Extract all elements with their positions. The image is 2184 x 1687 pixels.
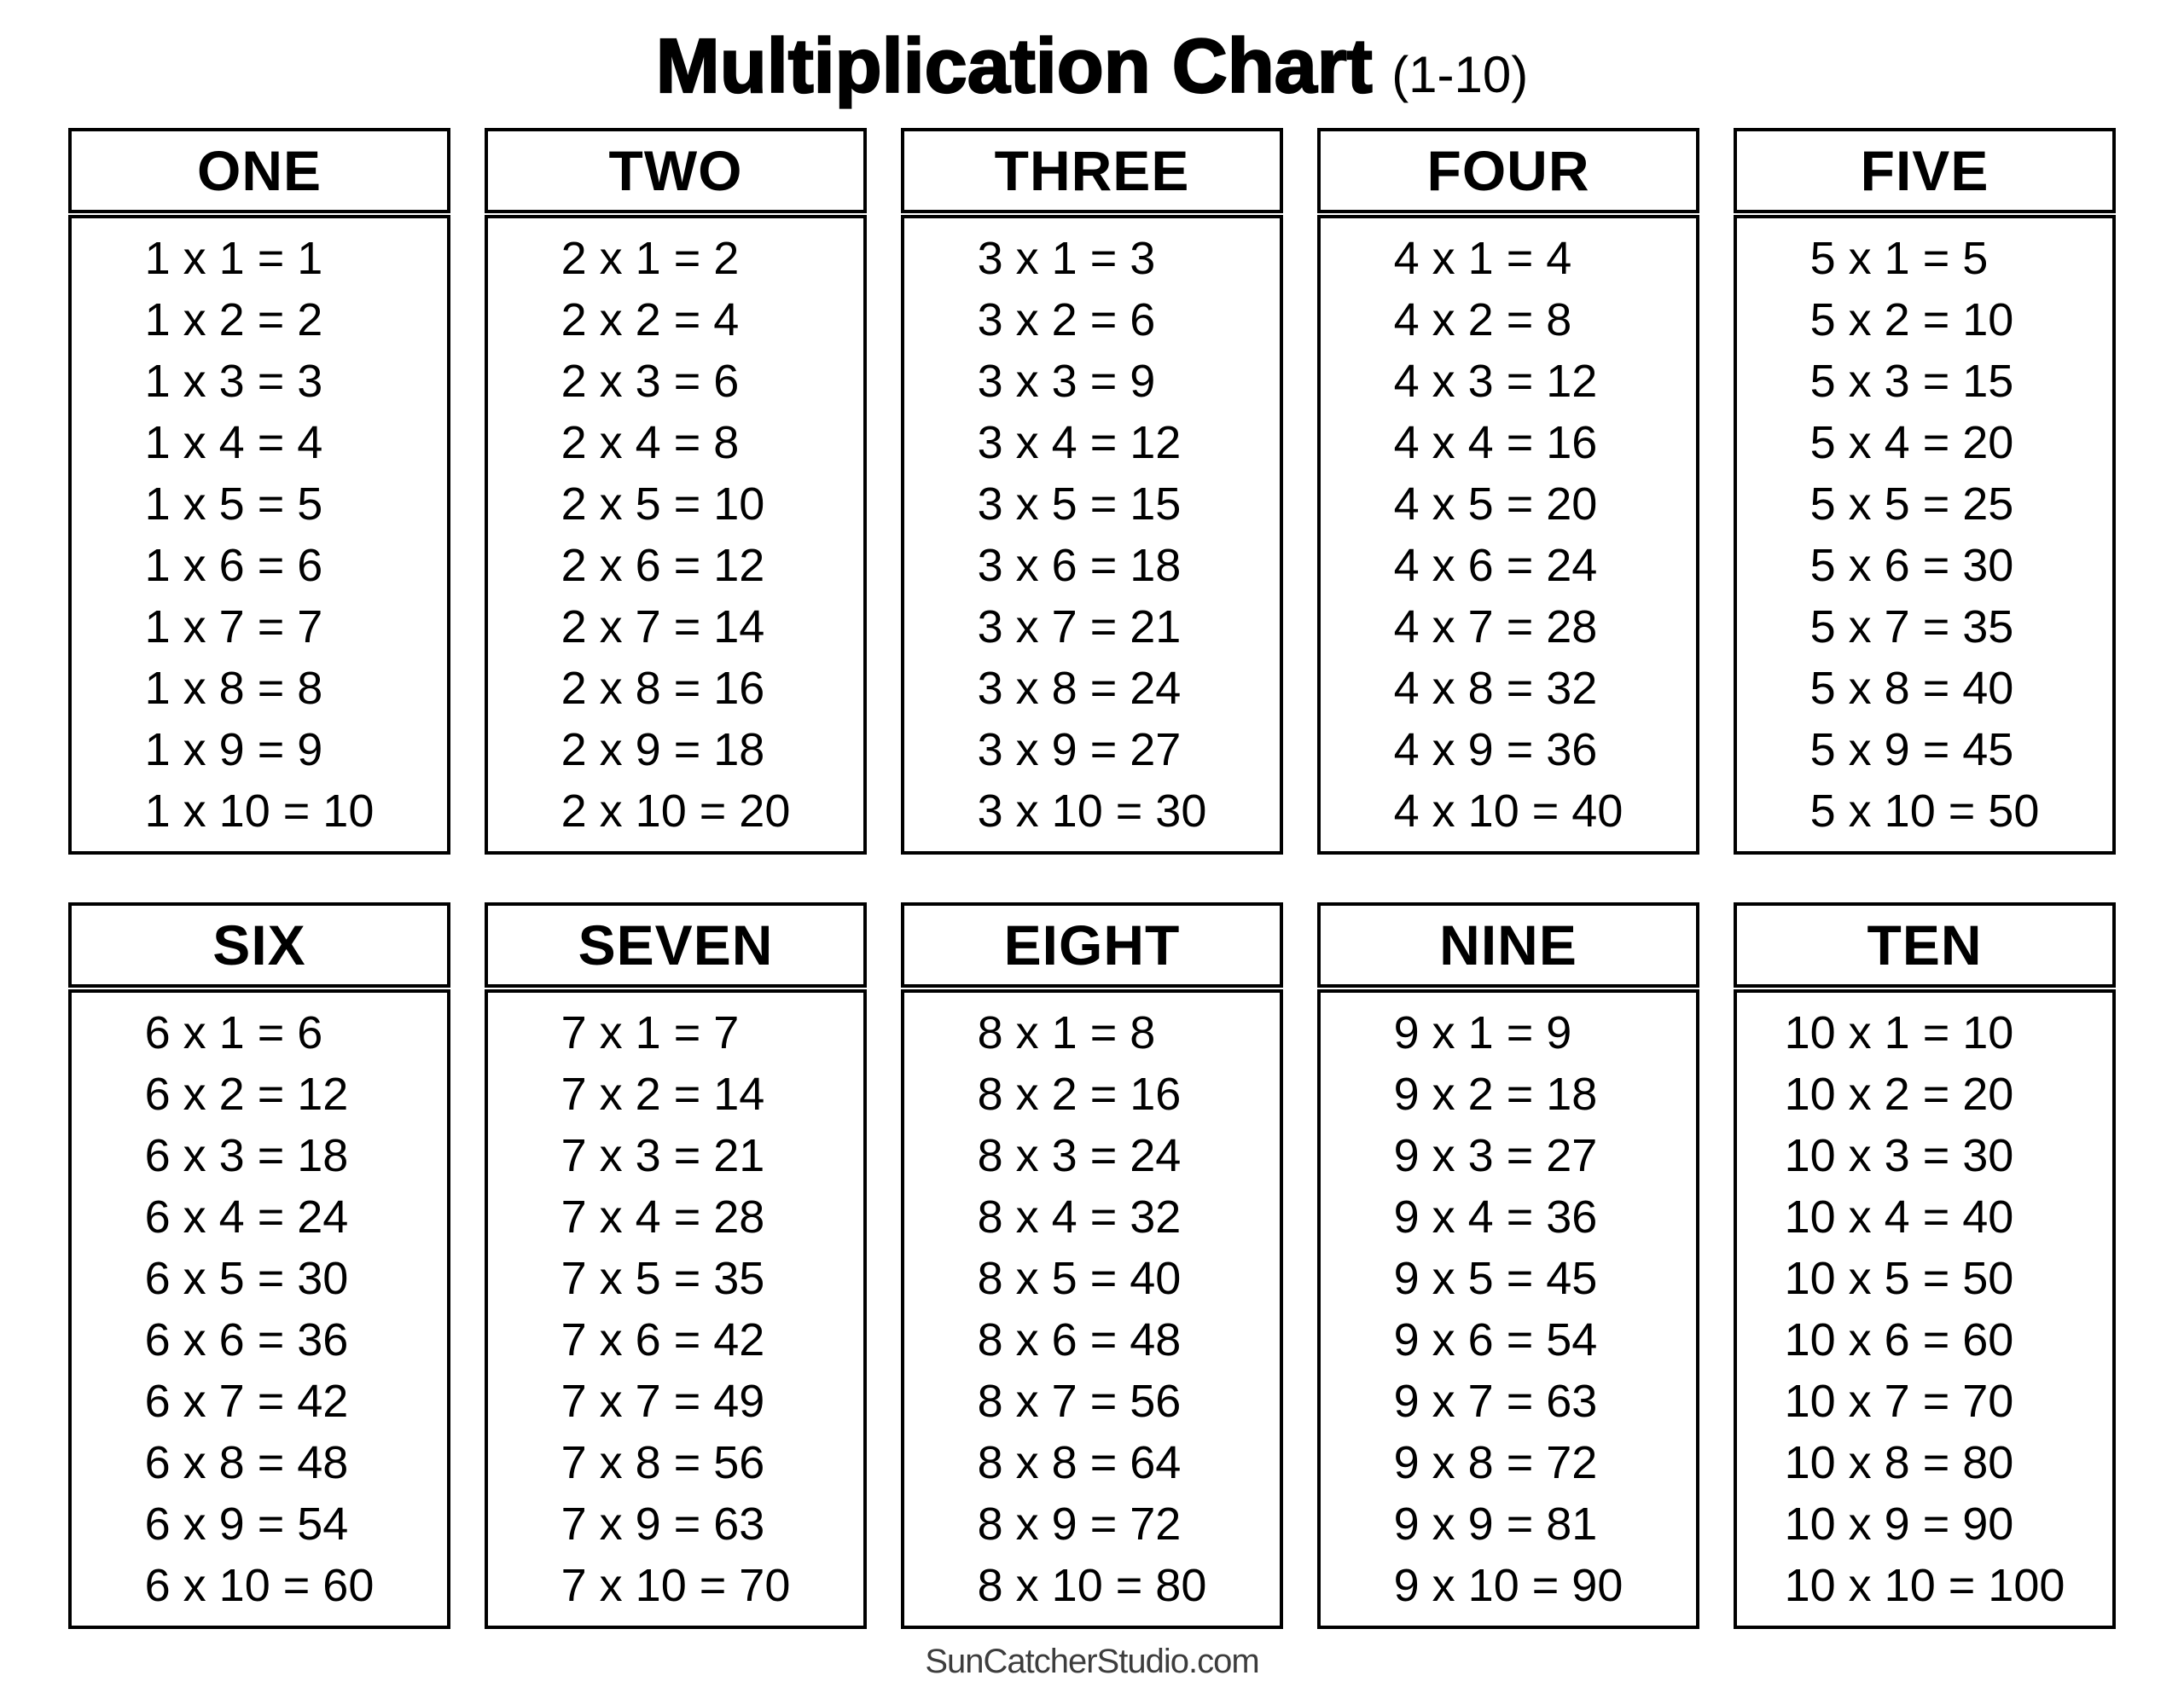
multiplication-fact: 10 x 10 = 100 — [1784, 1560, 2065, 1611]
times-table-panel-seven — [485, 902, 867, 1629]
times-table-facts — [1810, 218, 2040, 851]
times-table-panel-ten — [1734, 902, 2116, 1629]
multiplication-fact: 9 x 5 = 45 — [1393, 1253, 1598, 1304]
multiplication-fact: 5 x 4 = 20 — [1809, 417, 2014, 468]
multiplication-fact: 9 x 3 = 27 — [1393, 1130, 1598, 1181]
multiplication-fact: 4 x 1 = 4 — [1393, 233, 1572, 284]
page-title — [0, 0, 2184, 128]
times-table-panel-one — [68, 128, 450, 855]
multiplication-fact: 4 x 3 = 12 — [1393, 356, 1598, 407]
multiplication-fact: 10 x 4 = 40 — [1784, 1191, 2014, 1243]
multiplication-fact: 6 x 2 = 12 — [144, 1069, 349, 1120]
multiplication-fact: 1 x 4 = 4 — [144, 417, 323, 468]
multiplication-fact: 5 x 7 = 35 — [1809, 601, 2014, 652]
multiplication-fact: 7 x 1 = 7 — [561, 1007, 740, 1058]
times-table-facts — [561, 218, 791, 851]
times-table-body — [1317, 215, 1699, 855]
multiplication-fact: 9 x 2 = 18 — [1393, 1069, 1598, 1120]
multiplication-fact: 1 x 9 = 9 — [144, 724, 323, 775]
multiplication-fact: 2 x 3 = 6 — [561, 356, 740, 407]
times-table-facts — [978, 218, 1207, 851]
times-table-body — [901, 989, 1283, 1629]
times-table-facts — [561, 993, 791, 1626]
multiplication-fact: 3 x 2 = 6 — [977, 294, 1156, 345]
multiplication-fact: 1 x 2 = 2 — [144, 294, 323, 345]
multiplication-fact: 6 x 1 = 6 — [144, 1007, 323, 1058]
times-table-title: FIVE — [1860, 139, 1989, 202]
multiplication-fact: 10 x 7 = 70 — [1784, 1376, 2014, 1427]
multiplication-fact: 8 x 7 = 56 — [977, 1376, 1182, 1427]
multiplication-fact: 6 x 7 = 42 — [144, 1376, 349, 1427]
multiplication-fact: 9 x 8 = 72 — [1393, 1437, 1598, 1488]
times-table-body — [901, 215, 1283, 855]
multiplication-fact: 9 x 6 = 54 — [1393, 1314, 1598, 1365]
multiplication-fact: 7 x 8 = 56 — [561, 1437, 765, 1488]
times-table-facts — [1785, 993, 2065, 1626]
multiplication-fact: 4 x 6 = 24 — [1393, 540, 1598, 591]
multiplication-fact: 10 x 1 = 10 — [1784, 1007, 2014, 1058]
multiplication-fact: 3 x 10 = 30 — [977, 786, 1207, 837]
times-table-title: TWO — [608, 139, 743, 202]
multiplication-fact: 2 x 5 = 10 — [561, 478, 765, 530]
multiplication-fact: 3 x 9 = 27 — [977, 724, 1182, 775]
page-title-range: (1-10) — [1391, 46, 1529, 103]
multiplication-fact: 5 x 6 = 30 — [1809, 540, 2014, 591]
multiplication-fact: 1 x 1 = 1 — [144, 233, 323, 284]
multiplication-fact: 9 x 9 = 81 — [1393, 1499, 1598, 1550]
times-table-title: FOUR — [1426, 139, 1590, 202]
times-tables-grid — [0, 128, 2184, 1629]
multiplication-fact: 10 x 9 = 90 — [1784, 1499, 2014, 1550]
times-table-header — [68, 902, 450, 988]
multiplication-fact: 7 x 4 = 28 — [561, 1191, 765, 1243]
multiplication-fact: 5 x 1 = 5 — [1809, 233, 1989, 284]
multiplication-fact: 6 x 10 = 60 — [144, 1560, 375, 1611]
page-title-main: Multiplication Chart — [655, 24, 1373, 109]
times-table-panel-five — [1734, 128, 2116, 855]
times-table-facts — [1394, 218, 1623, 851]
multiplication-fact: 1 x 7 = 7 — [144, 601, 323, 652]
multiplication-fact: 3 x 3 = 9 — [977, 356, 1156, 407]
multiplication-fact: 2 x 8 = 16 — [561, 663, 765, 714]
multiplication-fact: 2 x 10 = 20 — [561, 786, 791, 837]
times-table-body — [68, 989, 450, 1629]
times-table-panel-four — [1317, 128, 1699, 855]
times-table-title: NINE — [1439, 913, 1577, 977]
times-table-panel-two — [485, 128, 867, 855]
multiplication-fact: 3 x 4 = 12 — [977, 417, 1182, 468]
multiplication-fact: 4 x 8 = 32 — [1393, 663, 1598, 714]
multiplication-fact: 4 x 4 = 16 — [1393, 417, 1598, 468]
times-table-body — [485, 215, 867, 855]
times-table-panel-six — [68, 902, 450, 1629]
multiplication-fact: 2 x 4 = 8 — [561, 417, 740, 468]
multiplication-fact: 7 x 6 = 42 — [561, 1314, 765, 1365]
multiplication-fact: 8 x 8 = 64 — [977, 1437, 1182, 1488]
times-table-facts — [145, 993, 375, 1626]
multiplication-fact: 6 x 5 = 30 — [144, 1253, 349, 1304]
multiplication-fact: 5 x 3 = 15 — [1809, 356, 2014, 407]
multiplication-fact: 4 x 2 = 8 — [1393, 294, 1572, 345]
multiplication-fact: 1 x 10 = 10 — [144, 786, 375, 837]
multiplication-fact: 7 x 3 = 21 — [561, 1130, 765, 1181]
times-table-body — [485, 989, 867, 1629]
multiplication-fact: 3 x 7 = 21 — [977, 601, 1182, 652]
multiplication-fact: 9 x 1 = 9 — [1393, 1007, 1572, 1058]
multiplication-fact: 10 x 3 = 30 — [1784, 1130, 2014, 1181]
multiplication-fact: 8 x 2 = 16 — [977, 1069, 1182, 1120]
times-table-header — [1317, 128, 1699, 213]
times-table-header — [1317, 902, 1699, 988]
times-table-header — [485, 128, 867, 213]
times-table-panel-three — [901, 128, 1283, 855]
multiplication-fact: 10 x 6 = 60 — [1784, 1314, 2014, 1365]
times-table-panel-nine — [1317, 902, 1699, 1629]
multiplication-fact: 6 x 9 = 54 — [144, 1499, 349, 1550]
times-table-body — [1317, 989, 1699, 1629]
times-table-facts — [1394, 993, 1623, 1626]
multiplication-fact: 8 x 10 = 80 — [977, 1560, 1207, 1611]
multiplication-fact: 1 x 3 = 3 — [144, 356, 323, 407]
times-table-body — [1734, 989, 2116, 1629]
times-table-title: EIGHT — [1003, 913, 1181, 977]
times-table-header — [1734, 902, 2116, 988]
times-table-panel-eight — [901, 902, 1283, 1629]
multiplication-fact: 3 x 1 = 3 — [977, 233, 1156, 284]
multiplication-fact: 10 x 2 = 20 — [1784, 1069, 2014, 1120]
times-table-body — [1734, 215, 2116, 855]
multiplication-fact: 8 x 9 = 72 — [977, 1499, 1182, 1550]
multiplication-fact: 10 x 5 = 50 — [1784, 1253, 2014, 1304]
multiplication-fact: 1 x 8 = 8 — [144, 663, 323, 714]
times-table-header — [68, 128, 450, 213]
multiplication-fact: 4 x 5 = 20 — [1393, 478, 1598, 530]
multiplication-fact: 3 x 6 = 18 — [977, 540, 1182, 591]
multiplication-fact: 8 x 1 = 8 — [977, 1007, 1156, 1058]
multiplication-fact: 2 x 7 = 14 — [561, 601, 765, 652]
times-table-facts — [145, 218, 375, 851]
multiplication-fact: 7 x 7 = 49 — [561, 1376, 765, 1427]
multiplication-fact: 5 x 5 = 25 — [1809, 478, 2014, 530]
multiplication-fact: 7 x 9 = 63 — [561, 1499, 765, 1550]
times-table-header — [901, 128, 1283, 213]
multiplication-fact: 10 x 8 = 80 — [1784, 1437, 2014, 1488]
times-table-header — [1734, 128, 2116, 213]
multiplication-fact: 4 x 9 = 36 — [1393, 724, 1598, 775]
multiplication-fact: 6 x 8 = 48 — [144, 1437, 349, 1488]
page-footer — [0, 1641, 2184, 1682]
times-table-title: TEN — [1867, 913, 1983, 977]
times-table-body — [68, 215, 450, 855]
multiplication-fact: 9 x 10 = 90 — [1393, 1560, 1623, 1611]
multiplication-fact: 7 x 2 = 14 — [561, 1069, 765, 1120]
times-table-title: SEVEN — [578, 913, 774, 977]
multiplication-fact: 8 x 4 = 32 — [977, 1191, 1182, 1243]
multiplication-fact: 2 x 1 = 2 — [561, 233, 740, 284]
footer-website-text: SunCatcherStudio.com — [925, 1643, 1259, 1680]
multiplication-fact: 8 x 6 = 48 — [977, 1314, 1182, 1365]
multiplication-fact: 7 x 10 = 70 — [561, 1560, 791, 1611]
multiplication-fact: 6 x 3 = 18 — [144, 1130, 349, 1181]
times-table-title: THREE — [994, 139, 1190, 202]
multiplication-fact: 6 x 6 = 36 — [144, 1314, 349, 1365]
multiplication-fact: 5 x 10 = 50 — [1809, 786, 2040, 837]
multiplication-fact: 5 x 9 = 45 — [1809, 724, 2014, 775]
multiplication-fact: 3 x 8 = 24 — [977, 663, 1182, 714]
multiplication-fact: 5 x 8 = 40 — [1809, 663, 2014, 714]
multiplication-fact: 7 x 5 = 35 — [561, 1253, 765, 1304]
times-table-facts — [978, 993, 1207, 1626]
times-table-title: ONE — [196, 139, 322, 202]
times-table-header — [485, 902, 867, 988]
times-table-header — [901, 902, 1283, 988]
times-table-title: SIX — [212, 913, 306, 977]
multiplication-fact: 2 x 6 = 12 — [561, 540, 765, 591]
multiplication-fact: 9 x 7 = 63 — [1393, 1376, 1598, 1427]
multiplication-fact: 2 x 9 = 18 — [561, 724, 765, 775]
multiplication-fact: 1 x 6 = 6 — [144, 540, 323, 591]
multiplication-fact: 5 x 2 = 10 — [1809, 294, 2014, 345]
multiplication-fact: 2 x 2 = 4 — [561, 294, 740, 345]
multiplication-fact: 1 x 5 = 5 — [144, 478, 323, 530]
multiplication-fact: 4 x 10 = 40 — [1393, 786, 1623, 837]
multiplication-fact: 3 x 5 = 15 — [977, 478, 1182, 530]
multiplication-fact: 8 x 3 = 24 — [977, 1130, 1182, 1181]
multiplication-fact: 4 x 7 = 28 — [1393, 601, 1598, 652]
multiplication-fact: 6 x 4 = 24 — [144, 1191, 349, 1243]
multiplication-fact: 9 x 4 = 36 — [1393, 1191, 1598, 1243]
multiplication-fact: 8 x 5 = 40 — [977, 1253, 1182, 1304]
